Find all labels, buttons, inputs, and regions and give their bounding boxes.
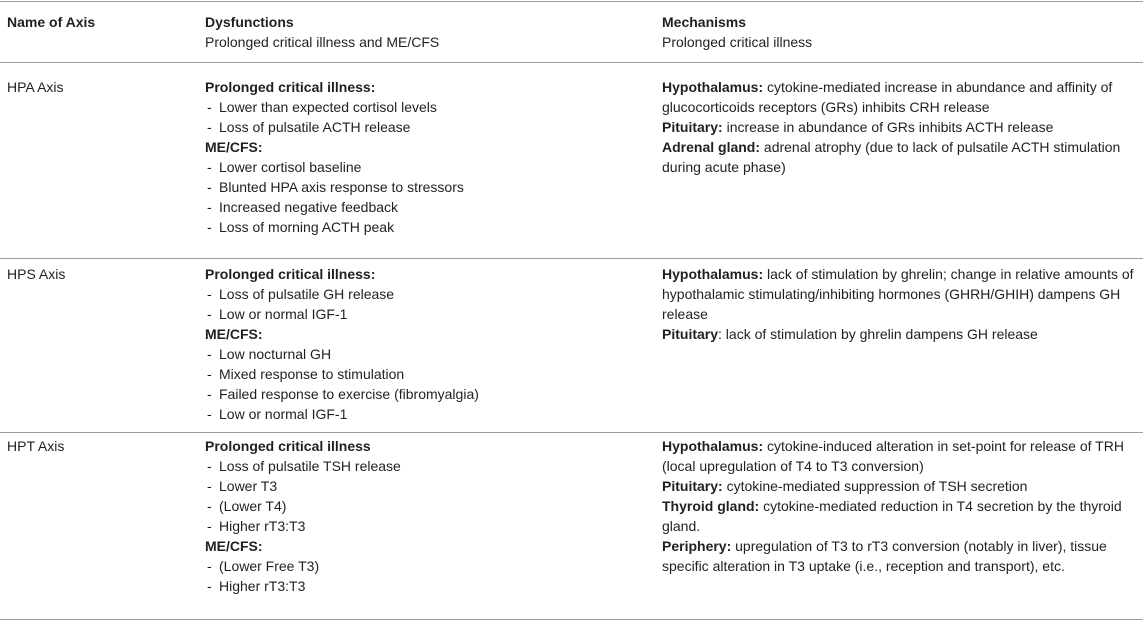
row-hpt-axis-cell <box>7 436 197 456</box>
group-heading: Prolonged critical illness: <box>205 79 376 95</box>
row-hps-dysfunctions <box>205 264 645 424</box>
list-item: - (Lower T4) <box>205 496 645 516</box>
item-list <box>205 556 645 596</box>
group-heading: Prolonged critical illness <box>205 438 371 454</box>
mechanism-entry <box>662 536 1140 576</box>
item-list <box>205 344 645 424</box>
header-rule <box>0 62 1143 63</box>
mechanism-entry <box>662 476 1140 496</box>
list-item: - (Lower Free T3) <box>205 556 645 576</box>
row-hpt-mechanisms <box>662 436 1140 576</box>
mechanism-text: increase in abundance of GRs inhibits ACTH release <box>722 119 1054 135</box>
row-rule <box>0 258 1143 259</box>
group-heading: ME/CFS: <box>205 326 263 342</box>
axis-name: HPT Axis <box>7 438 65 454</box>
list-item: - Loss of morning ACTH peak <box>205 217 645 237</box>
mechanism-text: lack of stimulation by ghrelin; change in relative amounts of hypothalamic stimulating/inhibiting hormones (GHRH/GHIH) dampens GH release <box>662 266 1134 322</box>
group-heading: ME/CFS: <box>205 538 263 554</box>
axis-name: HPS Axis <box>7 266 66 282</box>
list-item: - Loss of pulsatile ACTH release <box>205 117 645 137</box>
header-axis-cell <box>7 12 197 32</box>
mechanism-entry <box>662 324 1140 344</box>
mechanism-text: : lack of stimulation by ghrelin dampens GH release <box>718 326 1038 342</box>
list-item: - Lower T3 <box>205 476 645 496</box>
mechanism-label: Pituitary <box>662 326 719 342</box>
row-hpt-dysfunctions <box>205 436 645 596</box>
list-item: - Lower cortisol baseline <box>205 157 645 177</box>
list-item: - Higher rT3:T3 <box>205 516 645 536</box>
row-hpa-mechanisms <box>662 77 1140 177</box>
mechanism-entry <box>662 137 1140 177</box>
mechanism-label: Periphery: <box>662 538 732 554</box>
mechanism-label: Thyroid gland: <box>662 498 760 514</box>
row-hpa-axis-cell <box>7 77 197 97</box>
list-item: - Blunted HPA axis response to stressors <box>205 177 645 197</box>
mechanism-text: cytokine-mediated reduction in T4 secretion by the thyroid gland. <box>662 498 1122 534</box>
table-top-rule <box>0 1 1143 2</box>
mechanism-text: upregulation of T3 to rT3 conversion (notably in liver), tissue specific alteration in T3 uptake (i.e., reception and transport), etc. <box>662 538 1107 574</box>
mechanism-entry <box>662 496 1140 536</box>
mechanism-label: Pituitary: <box>662 119 723 135</box>
row-hps-mechanisms <box>662 264 1140 344</box>
mechanism-label: Hypothalamus: <box>662 266 764 282</box>
header-mechanisms-cell <box>662 12 1140 52</box>
list-item: - Lower than expected cortisol levels <box>205 97 645 117</box>
item-list <box>205 97 645 137</box>
mechanism-entry <box>662 436 1140 476</box>
mechanism-label: Pituitary: <box>662 478 723 494</box>
mechanism-text: cytokine-induced alteration in set-point for release of TRH (local upregulation of T4 to T3 conversion) <box>662 438 1124 474</box>
mechanism-entry <box>662 264 1140 324</box>
list-item: - Loss of pulsatile TSH release <box>205 456 645 476</box>
group-heading: Prolonged critical illness: <box>205 266 376 282</box>
item-list <box>205 284 645 324</box>
group-heading: ME/CFS: <box>205 139 263 155</box>
list-item: - Increased negative feedback <box>205 197 645 217</box>
header-mechanisms-subtitle: Prolonged critical illness <box>662 34 813 50</box>
row-hpa-dysfunctions <box>205 77 645 237</box>
row-rule <box>0 432 1143 433</box>
mechanism-text: cytokine-mediated suppression of TSH secretion <box>722 478 1028 494</box>
mechanism-label: Hypothalamus: <box>662 438 764 454</box>
mechanism-text: adrenal atrophy (due to lack of pulsatile ACTH stimulation during acute phase) <box>662 139 1121 175</box>
table-bottom-rule <box>0 619 1143 620</box>
mechanism-label: Hypothalamus: <box>662 79 764 95</box>
list-item: - Low nocturnal GH <box>205 344 645 364</box>
list-item: - Failed response to exercise (fibromyalgia) <box>205 384 645 404</box>
list-item: - Low or normal IGF-1 <box>205 404 645 424</box>
header-axis-name: Name of Axis <box>7 14 96 30</box>
row-hps-axis-cell <box>7 264 197 284</box>
item-list <box>205 157 645 237</box>
item-list <box>205 456 645 536</box>
header-dysfunctions-title: Dysfunctions <box>205 14 294 30</box>
header-dysfunctions-cell <box>205 12 645 52</box>
mechanism-entry <box>662 117 1140 137</box>
mechanism-text: cytokine-mediated increase in abundance and affinity of glucocorticoids receptors (GRs) inhibits CRH release <box>662 79 1113 115</box>
list-item: - Mixed response to stimulation <box>205 364 645 384</box>
list-item: - Low or normal IGF-1 <box>205 304 645 324</box>
mechanism-entry <box>662 77 1140 117</box>
header-mechanisms-title: Mechanisms <box>662 14 747 30</box>
header-dysfunctions-subtitle: Prolonged critical illness and ME/CFS <box>205 34 440 50</box>
list-item: - Loss of pulsatile GH release <box>205 284 645 304</box>
mechanism-label: Adrenal gland: <box>662 139 761 155</box>
axis-name: HPA Axis <box>7 79 64 95</box>
list-item: - Higher rT3:T3 <box>205 576 645 596</box>
